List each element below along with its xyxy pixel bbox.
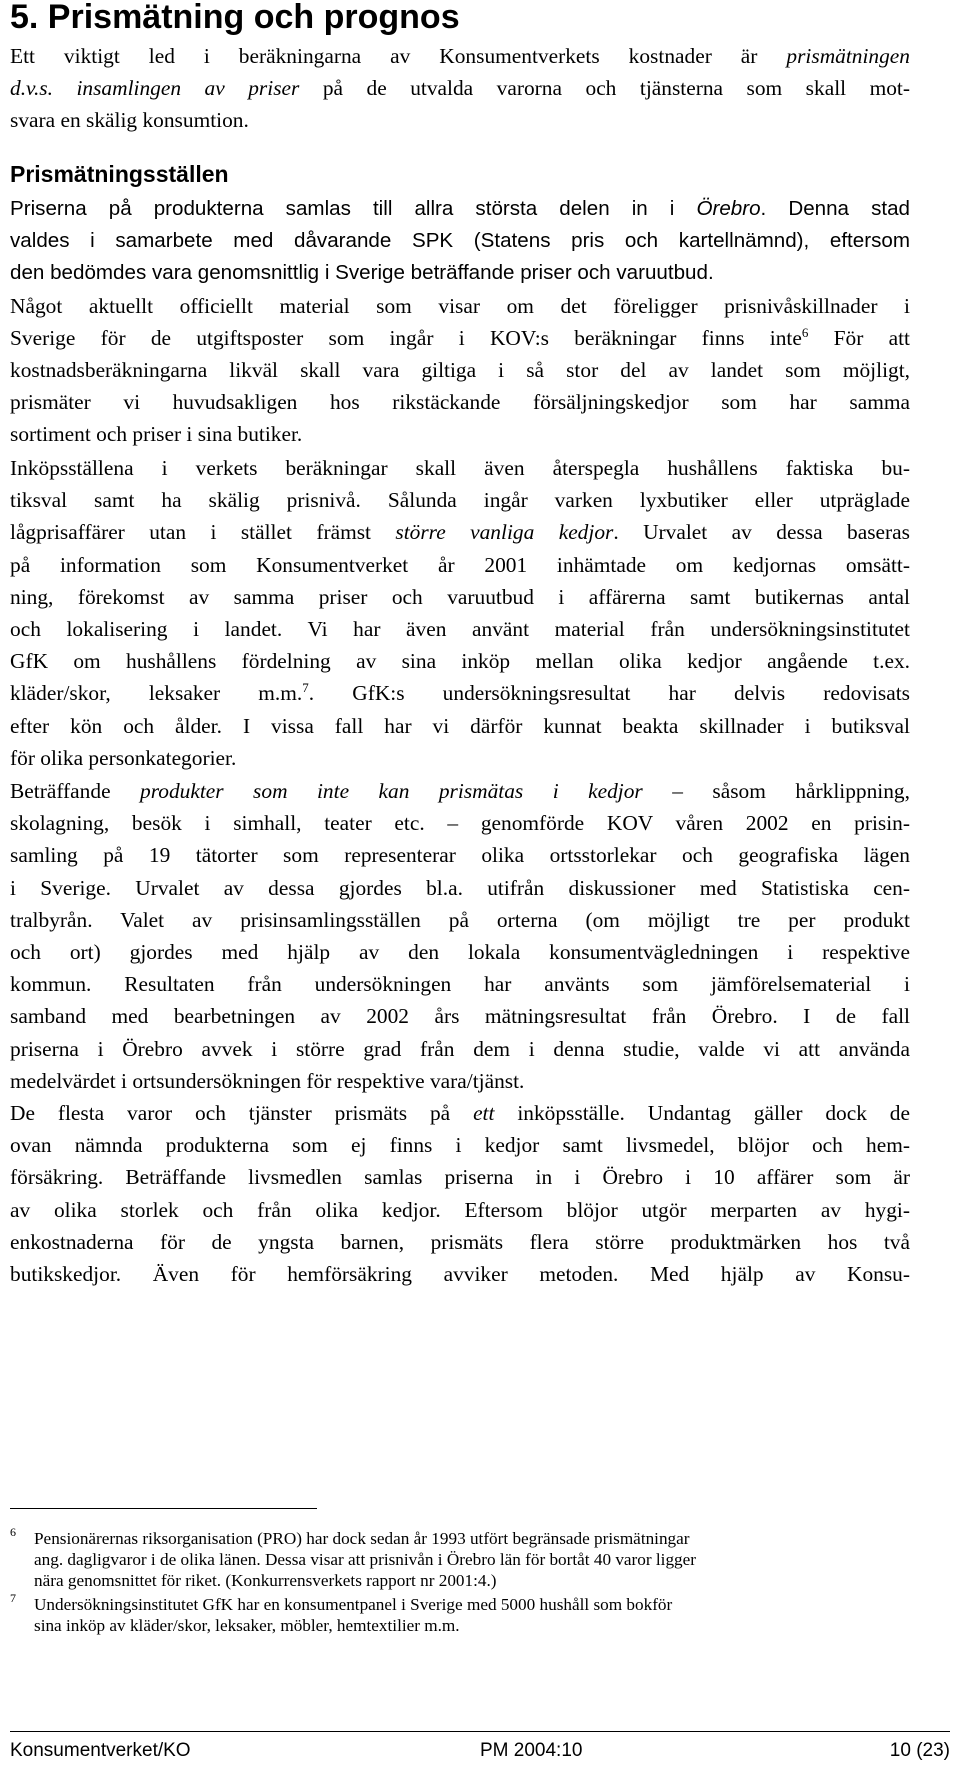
footer-rule (10, 1731, 950, 1732)
text-line: kostnadsberäkningarna likväl skall vara giltiga i så stor del av landet som möjligt, (10, 357, 910, 382)
footer-publisher: Konsumentverket/KO (10, 1740, 191, 1761)
text-line: samling på 19 tätorter som representerar olika ortsstorlekar och geografiska lägen (10, 843, 910, 868)
footnote-line: nära genomsnittet för riket. (Konkurrensverkets rapport nr 2001:4.) (34, 1571, 497, 1590)
footnote-line: sina inköp av kläder/skor, leksaker, möbler, hemtextilier m.m. (34, 1616, 460, 1635)
text-line: i Sverige. Urvalet av dessa gjordes bl.a. utifrån diskussioner med Statistiska cen- (10, 875, 910, 900)
locations-paragraph (10, 193, 910, 451)
footnote (10, 1525, 910, 1591)
text-line: för olika personkategorier. (10, 745, 237, 770)
text-run: på de utvalda varorna och tjänsterna som skall mot- (299, 76, 910, 101)
text-line (10, 193, 910, 225)
footer-page-number: 10 (23) (889, 1740, 950, 1761)
text-line (10, 677, 910, 709)
purchase-places-paragraph (10, 452, 910, 774)
text-line: försäkring. Beträffande livsmedlen samlas priserna in i Örebro i 10 affärer som är (10, 1165, 910, 1190)
footnote-ref: 6 (801, 324, 809, 340)
emphasis-text: ett (473, 1101, 495, 1125)
text-run: Ett viktigt led i beräkningarna av Konsumentverkets kostnader är (10, 44, 787, 68)
emphasis-text: d.v.s. insamlingen av priser (10, 76, 300, 101)
text-line: prismäter vi huvudsakligen hos rikstäckande försäljningskedjor som har samma (10, 390, 910, 415)
text-line: tralbyrån. Valet av prisinsamlingsställen på orterna (om möjligt tre per produkt (10, 907, 910, 932)
emphasis-text: större vanliga kedjor (395, 520, 614, 545)
text-line: samband med bearbetningen av 2002 års mätningsresultat från Örebro. I de fall (10, 1004, 910, 1029)
emphasis-text: produkter som inte kan prismätas i kedjor (140, 779, 643, 803)
subsection-heading: Prismätningsställen (10, 161, 229, 187)
text-line: ning, förekomst av samma priser och varuutbud i affärerna samt butikernas antal (10, 584, 910, 609)
non-chain-products-paragraph (10, 775, 910, 1097)
text-line (10, 322, 910, 354)
text-line: sortiment och priser i sina butiker. (10, 422, 303, 447)
text-run: – såsom hårklippning, (642, 779, 910, 803)
text-line: priserna i Örebro avvek i större grad från dem i denna studie, valde vi att använda (10, 1036, 910, 1061)
footnote-line: Pensionärernas riksorganisation (PRO) har dock sedan år 1993 utfört begränsade prismätningar (34, 1529, 690, 1548)
text-line: och lokalisering i landet. Vi har även använt material från undersökningsinstitutet (10, 616, 910, 641)
text-line: och ort) gjordes med hjälp av den lokala konsumentvägledningen i respektive (10, 939, 910, 964)
text-run: Sverige för de utgiftsposter som ingår i KOV:s beräkningar finns inte (10, 325, 802, 350)
text-line: ovan nämnda produkterna som ej finns i kedjor samt livsmedel, blöjor och hem- (10, 1133, 910, 1158)
text-run: För att (808, 325, 910, 350)
intro-paragraph (10, 40, 910, 137)
text-line: Inköpsställena i verkets beräkningar skall även återspegla hushållens faktiska bu- (10, 456, 910, 480)
text-run: . GfK:s undersökningsresultat har delvis redovisats (308, 681, 910, 706)
section-heading: 5. Prismätning och prognos (10, 0, 460, 36)
footnote-number: 6 (10, 1525, 16, 1539)
text-line: valdes i samarbete med dåvarande SPK (Statens pris och kartellnämnd), eftersom (10, 229, 910, 253)
text-line: den bedömdes vara genomsnittlig i Sverige beträffande priser och varuutbud. (10, 261, 714, 285)
text-line (10, 72, 910, 104)
text-line: butikskedjor. Även för hemförsäkring avviker metoden. Med hjälp av Konsu- (10, 1261, 910, 1286)
footnote-line: Undersökningsinstitutet GfK har en konsumentpanel i Sverige med 5000 hushåll som bokför (34, 1595, 673, 1614)
footnote-ref: 7 (302, 680, 309, 696)
store-count-paragraph (10, 1097, 910, 1290)
footer-doc-id: PM 2004:10 (480, 1740, 583, 1761)
text-line: efter kön och ålder. I vissa fall har vi därför kunnat beakta skillnader i butiksval (10, 713, 910, 738)
text-line (10, 516, 910, 548)
text-line: tiksval samt ha skälig prisnivå. Sålunda ingår varken lyxbutiker eller utpräglade (10, 488, 910, 513)
text-run: lågprisaffärer utan i stället främst (10, 520, 396, 545)
text-run: Priserna på produkterna samlas till allra största delen in i (10, 197, 697, 220)
text-line: Något aktuellt officiellt material som visar om det föreligger prisnivåskillnader i (10, 293, 910, 318)
text-line: av olika storlek och från olika kedjor. Eftersom blöjor utgör merparten av hygi- (10, 1197, 910, 1222)
footnote-line: ang. dagligvaror i de olika länen. Dessa visar att prisnivån i Örebro län för bortåt 40 varor ligger (34, 1550, 696, 1569)
text-line: skolagning, besök i simhall, teater etc. – genomförde KOV våren 2002 en prisin- (10, 811, 910, 836)
text-run: inköpsställe. Undantag gäller dock de (494, 1101, 910, 1125)
text-line: medelvärdet i ortsundersökningen för respektive vara/tjänst. (10, 1068, 525, 1093)
text-line: kommun. Resultaten från undersökningen har använts som jämförelsematerial i (10, 972, 910, 997)
emphasis-text: prismätningen (786, 44, 910, 68)
text-run: . Urvalet av dessa baseras (613, 520, 910, 545)
text-line (10, 40, 910, 72)
text-line: GfK om hushållens fördelning av sina inköp mellan olika kedjor angående t.ex. (10, 649, 910, 674)
text-run: Beträffande (10, 779, 141, 803)
footnote-number: 7 (10, 1591, 16, 1605)
text-line: på information som Konsumentverket år 2001 inhämtade om kedjornas omsätt- (10, 552, 910, 577)
text-line (10, 1097, 910, 1129)
footnote (10, 1591, 910, 1636)
text-run: kläder/skor, leksaker m.m. (10, 681, 303, 706)
text-line: enkostnaderna för de yngsta barnen, prismäts flera större produktmärken hos två (10, 1229, 910, 1254)
text-run: De flesta varor och tjänster prismäts på (10, 1101, 474, 1125)
page-footer (10, 1739, 950, 1763)
footnote-separator (10, 1508, 317, 1509)
text-line (10, 775, 910, 807)
text-line: svara en skälig konsumtion. (10, 108, 249, 133)
emphasis-text: Örebro (696, 197, 761, 220)
text-run: . Denna stad (760, 197, 910, 220)
